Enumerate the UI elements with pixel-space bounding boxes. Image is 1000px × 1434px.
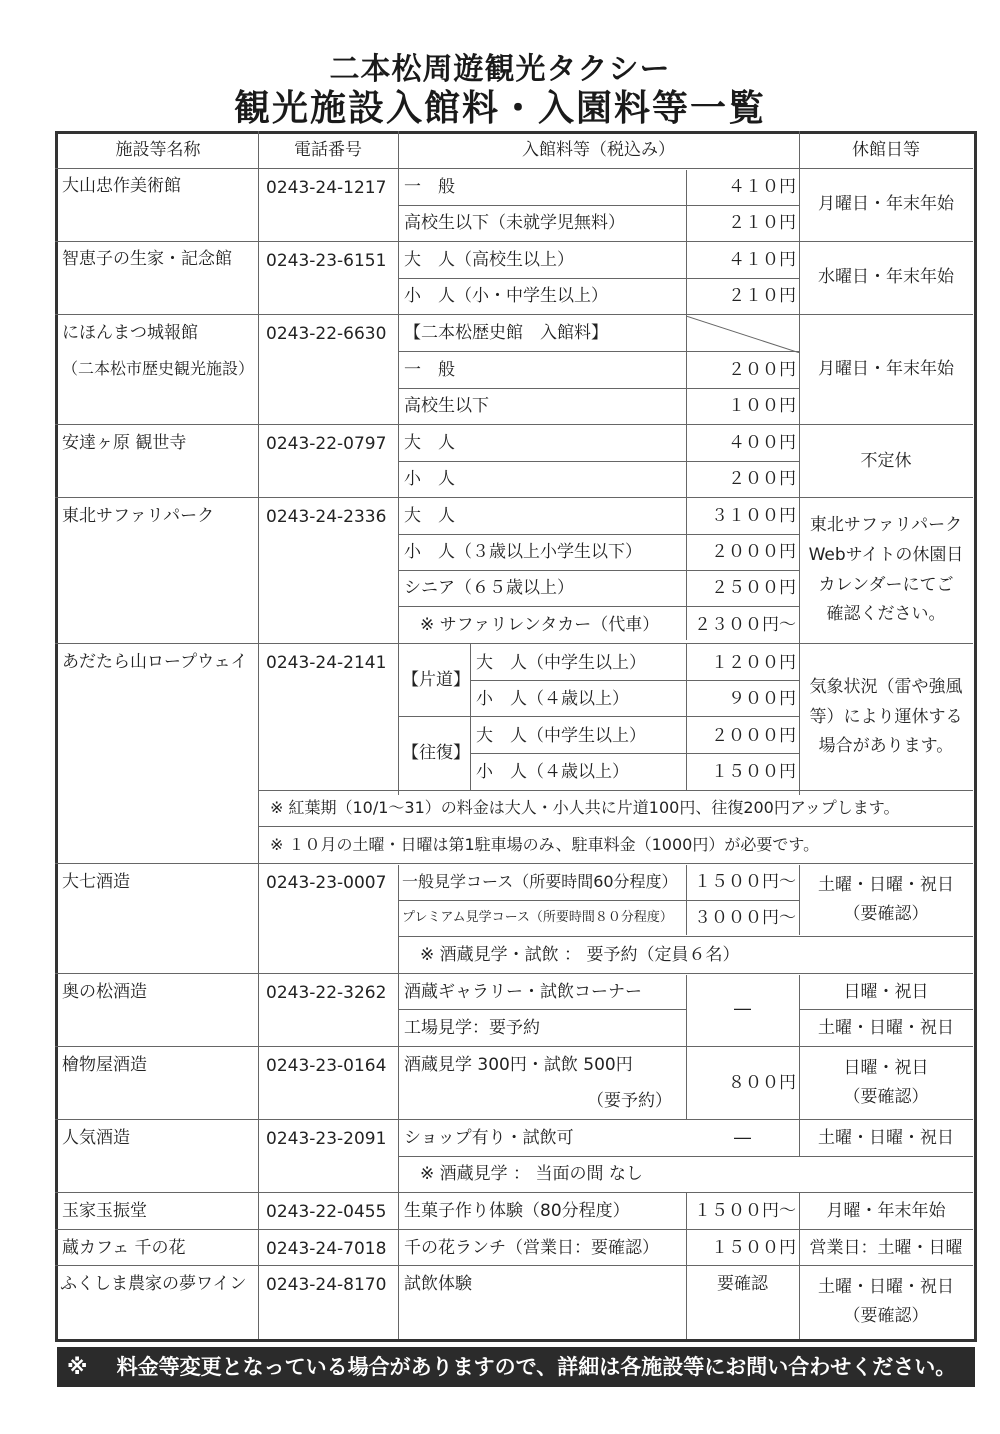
fee-label: 高校生以下（未就学児無料） xyxy=(404,213,625,233)
fee-label: 小 人（４歳以上） xyxy=(476,689,629,709)
footer-text: 料金等変更となっている場合がありますので、詳細は各施設等にお問い合わせください。 xyxy=(116,1355,957,1379)
fee-label: ショップ有り・試飲可 xyxy=(404,1128,574,1148)
fee-label: 工場見学：要予約 xyxy=(404,1018,540,1038)
fee-price: ４００円 xyxy=(728,433,796,453)
col-divider xyxy=(686,975,687,1120)
fee-price: ２１０円 xyxy=(728,213,796,233)
fee-price: ２０００円 xyxy=(711,726,796,746)
oneway-label: 【片道】 xyxy=(402,670,470,690)
fee-price: ２００円 xyxy=(728,360,796,380)
closed-days: （要確認） xyxy=(843,1087,929,1107)
fee-label: シニア（６５歳以上） xyxy=(404,578,574,598)
facility-name: 大山忠作美術館 xyxy=(62,176,181,196)
fee-price: ４１０円 xyxy=(728,177,796,197)
fee-price: ２１０円 xyxy=(728,286,796,306)
facility-subname: （二本松市歴史観光施設） xyxy=(62,359,255,378)
closed-days: 土曜・日曜・祝日 xyxy=(818,1277,954,1297)
subrow-divider xyxy=(398,205,800,206)
facility-name: 玉家玉振堂 xyxy=(62,1201,147,1221)
facility-name: ふくしま農家の夢ワイン xyxy=(60,1274,247,1294)
note: ※ 酒蔵見学 ： 当面の間 なし xyxy=(420,1164,643,1184)
facility-name: 東北サファリパーク xyxy=(62,506,215,526)
fee-section-label: 【二本松歴史館 入館料】 xyxy=(404,323,608,343)
fee-price: １５００円～ xyxy=(694,872,796,892)
row-divider xyxy=(55,424,973,425)
fee-label: 小 人（４歳以上） xyxy=(476,762,629,782)
header-closed: 休館日等 xyxy=(852,140,920,160)
phone-number: 0243-24-2336 xyxy=(266,507,387,527)
fee-label: 一 般 xyxy=(404,177,455,197)
fee-price: １２００円 xyxy=(711,653,796,673)
subrow-divider xyxy=(398,388,800,389)
fee-label: ※ サファリレンタカー（代車） xyxy=(420,615,660,635)
fee-label-note: （要予約） xyxy=(587,1091,672,1111)
fee-price: １５００円 xyxy=(711,762,796,782)
closed-days: 月曜日・年末年始 xyxy=(818,194,954,214)
fee-price: ― xyxy=(734,1128,751,1148)
fee-label: 大 人 xyxy=(404,506,455,526)
phone-number: 0243-24-2141 xyxy=(266,653,387,673)
closed-days: カレンダーにてご xyxy=(818,575,954,595)
row-divider xyxy=(55,1229,973,1230)
row-divider xyxy=(55,1192,973,1193)
facility-name: にほんまつ城報館 xyxy=(62,323,198,343)
row-divider xyxy=(55,1119,973,1120)
fee-price: １５００円 xyxy=(711,1238,796,1258)
facility-name: 檜物屋酒造 xyxy=(62,1055,147,1075)
facility-name: 奥の松酒造 xyxy=(62,982,147,1002)
closed-days: 確認ください。 xyxy=(826,604,946,624)
phone-number: 0243-23-0164 xyxy=(266,1056,387,1076)
closed-days: 日曜・祝日 xyxy=(843,1058,929,1078)
closed-days: 月曜日・年末年始 xyxy=(818,359,954,379)
note: ※ 紅葉期（10/1～31）の料金は大人・小人共に片道100円、往復200円アップします。 xyxy=(270,798,900,817)
phone-number: 0243-22-6630 xyxy=(266,324,387,344)
col-divider xyxy=(470,644,471,790)
facility-name: 蔵カフェ 千の花 xyxy=(62,1238,186,1258)
fee-price: ― xyxy=(734,999,751,1019)
fee-label: 生菓子作り体験（80分程度） xyxy=(404,1201,630,1221)
page-title: 観光施設入館料・入園料等一覧 xyxy=(233,88,766,129)
row-divider xyxy=(55,643,973,644)
diagonal-line xyxy=(686,316,800,353)
fee-price: ３１００円 xyxy=(711,506,796,526)
fee-price: ９００円 xyxy=(728,689,796,709)
row-divider xyxy=(55,497,973,498)
facility-name: 智恵子の生家・記念館 xyxy=(62,249,232,269)
header-name: 施設等名称 xyxy=(115,140,201,160)
subrow-divider xyxy=(258,790,973,791)
fee-price: １５００円～ xyxy=(694,1201,796,1221)
row-divider xyxy=(55,314,973,315)
col-divider xyxy=(398,131,399,795)
phone-number: 0243-22-3262 xyxy=(266,983,387,1003)
facility-name: あだたら山ロープウェイ xyxy=(62,652,248,672)
closed-days: 土曜・日曜・祝日 xyxy=(818,1018,954,1038)
closed-days: 日曜・祝日 xyxy=(843,982,929,1002)
note: ※ 酒蔵見学・試飲 ： 要予約（定員６名） xyxy=(420,945,740,965)
subrow-divider xyxy=(398,461,800,462)
row-divider xyxy=(55,1265,973,1266)
roundtrip-label: 【往復】 xyxy=(402,743,470,763)
footer-mark: ※ xyxy=(67,1355,88,1379)
fee-price: ２０００円 xyxy=(711,542,796,562)
fee-price: ２３００円～ xyxy=(694,615,796,635)
subrow-divider xyxy=(398,534,800,535)
note: ※ １０月の土曜・日曜は第1駐車場のみ、駐車料金（1000円）が必要です。 xyxy=(270,835,820,854)
phone-number: 0243-24-1217 xyxy=(266,178,387,198)
row-divider xyxy=(55,241,973,242)
closed-days: 土曜・日曜・祝日 xyxy=(818,875,954,895)
closed-days: 月曜・年末年始 xyxy=(826,1201,946,1221)
subrow-divider xyxy=(398,1009,686,1010)
fee-label: 一 般 xyxy=(404,360,455,380)
closed-days: 東北サファリパーク xyxy=(809,515,963,535)
fee-label: 試飲体験 xyxy=(404,1274,472,1294)
phone-number: 0243-24-7018 xyxy=(266,1239,387,1259)
fee-price: ４１０円 xyxy=(728,250,796,270)
col-divider xyxy=(258,131,259,1339)
fee-label: プレミアム見学コース（所要時間８０分程度） xyxy=(402,910,673,925)
fee-label: 大 人（高校生以上） xyxy=(404,250,574,270)
closed-days: 気象状況（雷や強風 xyxy=(809,677,963,697)
subrow-divider xyxy=(398,570,800,571)
closed-days: 場合があります。 xyxy=(818,736,954,756)
closed-days: Webサイトの休園日 xyxy=(808,545,964,565)
fee-price: １００円 xyxy=(728,396,796,416)
fee-label: 高校生以下 xyxy=(404,396,489,416)
facility-name: 大七酒造 xyxy=(62,872,130,892)
fee-label: 大 人（中学生以上） xyxy=(476,726,646,746)
subrow-divider xyxy=(799,1009,973,1010)
row-divider xyxy=(55,1046,973,1047)
closed-days: 等）により運休する xyxy=(809,707,963,727)
header-fee: 入館料等（税込み） xyxy=(522,140,675,160)
closed-days: 水曜日・年末年始 xyxy=(818,267,954,287)
fee-label: 酒蔵見学 300円・試飲 500円 xyxy=(404,1055,633,1075)
fee-label: 小 人 xyxy=(404,469,455,489)
fee-price: ３０００円～ xyxy=(694,908,796,928)
phone-number: 0243-22-0797 xyxy=(266,434,387,454)
closed-days: 土曜・日曜・祝日 xyxy=(818,1128,954,1148)
subrow-divider xyxy=(258,826,973,827)
subrow-divider xyxy=(398,1156,973,1157)
subrow-divider xyxy=(398,900,800,901)
header-phone: 電話番号 xyxy=(294,140,362,160)
phone-number: 0243-23-2091 xyxy=(266,1129,387,1149)
closed-days: 営業日：土曜・日曜 xyxy=(809,1238,963,1258)
fee-label: 大 人 xyxy=(404,433,455,453)
subrow-divider xyxy=(398,716,800,717)
fee-label: 大 人（中学生以上） xyxy=(476,653,646,673)
closed-days: （要確認） xyxy=(843,1306,929,1326)
fee-price: ２００円 xyxy=(728,469,796,489)
fee-price: ２５００円 xyxy=(711,578,796,598)
phone-number: 0243-23-6151 xyxy=(266,251,387,271)
facility-name: 安達ヶ原 観世寺 xyxy=(62,433,187,453)
row-divider xyxy=(55,973,973,974)
subrow-divider xyxy=(398,606,800,607)
fee-label: 小 人（３歳以上小学生以下） xyxy=(404,542,642,562)
facility-name: 人気酒造 xyxy=(62,1128,130,1148)
subrow-divider xyxy=(398,278,800,279)
phone-number: 0243-22-0455 xyxy=(266,1202,387,1222)
phone-number: 0243-23-0007 xyxy=(266,873,387,893)
row-divider xyxy=(55,863,973,864)
subrow-divider xyxy=(398,936,973,937)
fee-price: 要確認 xyxy=(717,1274,768,1294)
footer-notice xyxy=(57,1347,975,1387)
closed-days: （要確認） xyxy=(843,904,929,924)
fee-label: 一般見学コース（所要時間60分程度） xyxy=(402,872,678,891)
subrow-divider xyxy=(470,680,800,681)
closed-days: 不定休 xyxy=(860,451,912,471)
fee-label: 酒蔵ギャラリー・試飲コーナー xyxy=(404,982,642,1002)
fee-label: 千の花ランチ（営業日：要確認） xyxy=(404,1238,659,1258)
subrow-divider xyxy=(470,753,800,754)
fee-price: ８００円 xyxy=(728,1073,796,1093)
page-subtitle: 二本松周遊観光タクシー xyxy=(329,52,671,87)
fee-label: 小 人（小・中学生以上） xyxy=(404,286,608,306)
header-divider xyxy=(55,168,973,169)
phone-number: 0243-24-8170 xyxy=(266,1275,387,1295)
